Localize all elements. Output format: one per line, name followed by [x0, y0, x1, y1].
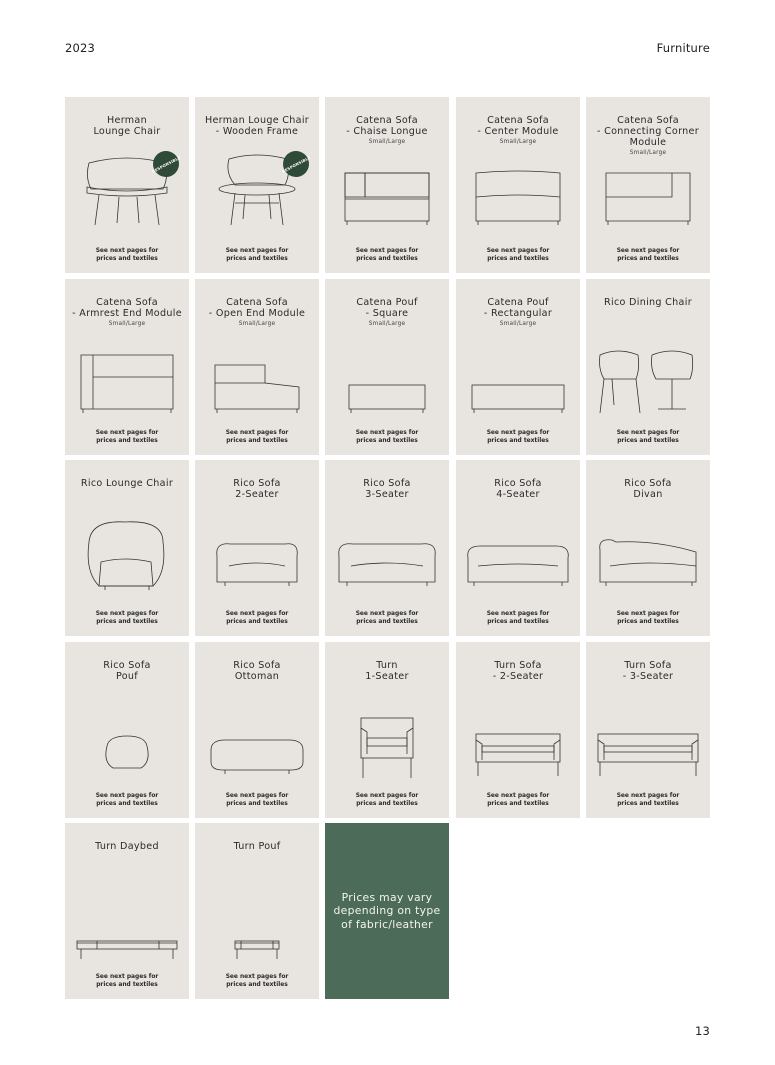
product-title: Rico Dining Chair [604, 297, 692, 308]
header-section: Furniture [656, 41, 710, 55]
product-note: See next pages for prices and textiles [95, 611, 159, 625]
product-title: Herman Louge Chair - Wooden Frame [204, 115, 310, 137]
product-note: See next pages for prices and textiles [225, 430, 289, 444]
price-note-text: Prices may vary depending on type of fabric/leather [333, 890, 441, 931]
product-card [65, 460, 189, 636]
product-note: See next pages for prices and textiles [486, 248, 550, 262]
product-title: Catena Sofa - Open End Module [208, 297, 306, 319]
product-note: See next pages for prices and textiles [486, 611, 550, 625]
product-card [325, 279, 449, 455]
daybed-icon [75, 879, 179, 959]
product-size-options: Small/Large [108, 321, 146, 327]
product-card [456, 642, 580, 818]
product-title: Catena Sofa - Connecting Corner Module [596, 115, 700, 148]
product-title: Turn Daybed [95, 841, 159, 852]
product-card [195, 823, 319, 999]
product-title: Catena Pouf - Square [356, 297, 418, 319]
product-card [586, 279, 710, 455]
product-title: Catena Sofa - Armrest End Module [72, 297, 182, 319]
price-note-card [325, 823, 449, 999]
product-size-options: Small/Large [499, 139, 537, 145]
turn-2-seater-icon [466, 698, 570, 778]
product-title: Catena Sofa - Chaise Longue [346, 115, 428, 137]
product-note: See next pages for prices and textiles [355, 793, 419, 807]
dining-chair-icon [596, 335, 700, 415]
product-card [195, 279, 319, 455]
product-note: See next pages for prices and textiles [225, 974, 289, 988]
product-note: See next pages for prices and textiles [225, 793, 289, 807]
chaise-longue-icon [335, 153, 439, 233]
product-size-options: Small/Large [238, 321, 276, 327]
open-end-module-icon [205, 335, 309, 415]
product-note: See next pages for prices and textiles [486, 430, 550, 444]
sofa-3-seater-icon [335, 516, 439, 596]
product-card [325, 97, 449, 273]
product-card [325, 642, 449, 818]
center-module-icon [466, 153, 570, 233]
sofa-2-seater-icon [205, 516, 309, 596]
product-card [586, 642, 710, 818]
page-number: 13 [694, 1024, 710, 1038]
corner-module-icon [596, 153, 700, 233]
product-title: Turn Pouf [233, 841, 281, 852]
header-year: 2023 [65, 41, 96, 55]
product-note: See next pages for prices and textiles [355, 248, 419, 262]
responsible-badge-icon: RESPONSIBLE [148, 146, 183, 181]
armrest-end-module-icon [75, 335, 179, 415]
product-size-options: Small/Large [368, 139, 406, 145]
product-note: See next pages for prices and textiles [355, 430, 419, 444]
responsible-badge-icon: RESPONSIBLE [278, 146, 313, 181]
product-note: See next pages for prices and textiles [95, 248, 159, 262]
product-note: See next pages for prices and textiles [616, 430, 680, 444]
product-title: Rico Sofa 2-Seater [233, 478, 281, 500]
rectangular-pouf-icon [466, 335, 570, 415]
product-card [65, 279, 189, 455]
product-note: See next pages for prices and textiles [616, 611, 680, 625]
product-title: Turn 1-Seater [365, 660, 409, 682]
product-note: See next pages for prices and textiles [225, 611, 289, 625]
product-title: Turn Sofa - 3-Seater [622, 660, 674, 682]
product-size-options: Small/Large [368, 321, 406, 327]
product-card [195, 97, 319, 273]
product-card [195, 642, 319, 818]
product-card [586, 97, 710, 273]
product-card [65, 97, 189, 273]
round-pouf-icon [75, 698, 179, 778]
turn-pouf-icon [205, 879, 309, 959]
product-title: Turn Sofa - 2-Seater [492, 660, 544, 682]
rico-lounge-chair-icon [75, 516, 179, 596]
product-title: Rico Sofa Pouf [103, 660, 151, 682]
product-note: See next pages for prices and textiles [95, 974, 159, 988]
product-title: Rico Sofa Divan [624, 478, 672, 500]
product-note: See next pages for prices and textiles [355, 611, 419, 625]
product-title: Rico Lounge Chair [80, 478, 174, 489]
product-title: Herman Lounge Chair [93, 115, 161, 137]
product-card [65, 642, 189, 818]
product-note: See next pages for prices and textiles [225, 248, 289, 262]
product-card [456, 279, 580, 455]
divan-icon [596, 516, 700, 596]
product-card [456, 97, 580, 273]
product-size-options: Small/Large [499, 321, 537, 327]
product-title: Rico Sofa 3-Seater [363, 478, 411, 500]
ottoman-icon [205, 698, 309, 778]
turn-3-seater-icon [596, 698, 700, 778]
product-card [586, 460, 710, 636]
product-note: See next pages for prices and textiles [486, 793, 550, 807]
product-card [456, 460, 580, 636]
product-title: Rico Sofa 4-Seater [494, 478, 542, 500]
product-title: Catena Pouf - Rectangular [483, 297, 553, 319]
square-pouf-icon [335, 335, 439, 415]
turn-1-seater-icon [335, 698, 439, 778]
product-note: See next pages for prices and textiles [95, 793, 159, 807]
product-size-options: Small/Large [629, 150, 667, 156]
product-title: Rico Sofa Ottoman [233, 660, 281, 682]
sofa-4-seater-icon [466, 516, 570, 596]
product-card [325, 460, 449, 636]
product-card [65, 823, 189, 999]
product-note: See next pages for prices and textiles [95, 430, 159, 444]
product-note: See next pages for prices and textiles [616, 248, 680, 262]
product-title: Catena Sofa - Center Module [477, 115, 559, 137]
product-note: See next pages for prices and textiles [616, 793, 680, 807]
product-card [195, 460, 319, 636]
